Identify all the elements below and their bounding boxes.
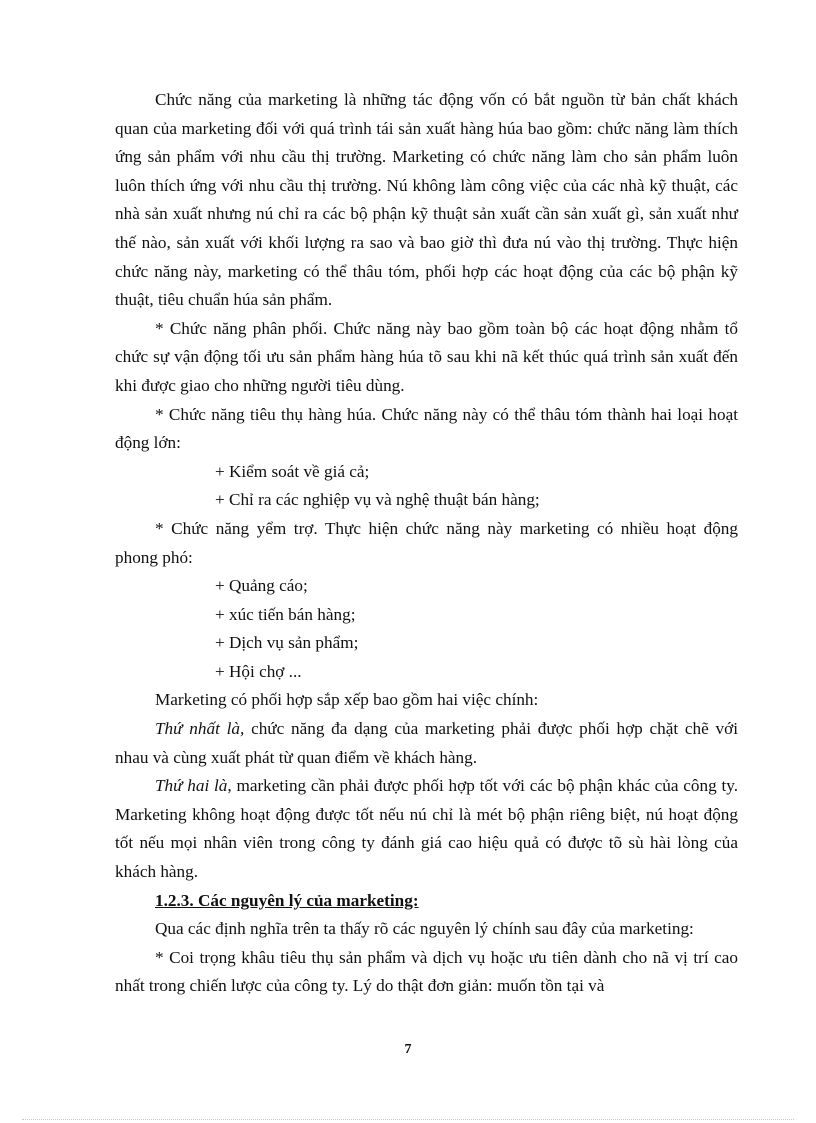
paragraph-sales-function: * Chức năng tiêu thụ hàng húa. Chức năng này có thể thâu tóm thành hai loại hoạt động lớn: xyxy=(115,404,738,453)
list-item: + Hội chợ ... xyxy=(215,661,302,681)
lead-phrase: Thứ hai là xyxy=(155,776,228,796)
paragraph-second-point xyxy=(115,772,738,886)
paragraph-consumption-priority: * Coi trọng khâu tiêu thụ sản phẩm và dịch vụ hoặc ưu tiên dành cho nã vị trí cao nhất trong chiến lược của công ty. Lý do thật đơn giản: muốn tồn tại và xyxy=(115,947,738,996)
list-item: + xúc tiến bán hàng; xyxy=(215,604,356,624)
paragraph-first-point xyxy=(115,715,738,772)
paragraph-coordination-intro: Marketing có phối hợp sắp xếp bao gồm hai việc chính: xyxy=(155,690,539,710)
paragraph-marketing-functions: Chức năng của marketing là những tác động vốn có bắt nguồn từ bản chất khách quan của marketing đối với quá trình tái sản xuất hàng húa bao gồm: chức năng làm thích ứng sản phẩm với nhu cầu thị trường. Marketing có chức năng làm cho sản phẩm luôn luôn thích ứng với nhu cầu thị trường. Nú không làm công việc của các nhà kỹ thuật, các nhà sản xuất nhưng nú chỉ ra các bộ phận kỹ thuật sản xuất cần sản xuất gì, sản xuất như thế nào, sản xuất với khối lượng ra sao và bao giờ thì đưa nú vào thị trường. Thực hiện chức năng này, marketing có thể thâu tóm, phối hợp các hoạt động của các bộ phận kỹ thuật, tiêu chuẩn húa sản phẩm. xyxy=(115,90,738,310)
list-item: + Quảng cáo; xyxy=(215,576,308,596)
page-number: 7 xyxy=(404,1042,412,1057)
paragraph-text: , marketing cần phải được phối hợp tốt với các bộ phận khác của công ty. Marketing không hoạt động được tốt nếu nú chỉ là mét bộ phận riêng biệt, nú hoạt động tốt nếu mọi nhân viên trong công ty đánh giá cao hiệu quả có được tõ sù hài lòng của khách hàng. xyxy=(115,776,738,882)
section-heading: 1.2.3. Các nguyên lý của marketing: xyxy=(155,890,419,910)
paragraph-text: chức năng đa dạng của marketing phải được phối hợp chặt chẽ với nhau và cùng xuất phát từ quan điểm về khách hàng. xyxy=(115,719,739,767)
lead-phrase: Thứ nhất là, xyxy=(155,719,245,739)
paragraph-distribution-function: * Chức năng phân phối. Chức năng này bao gồm toàn bộ các hoạt động nhằm tổ chức sự vận động tối ưu sản phẩm hàng húa tõ sau khi nã kết thúc quá trình sản xuất đến khi được giao cho những người tiêu dùng. xyxy=(115,318,738,395)
list-item: + Chỉ ra các nghiệp vụ và nghệ thuật bán hàng; xyxy=(215,490,540,510)
page-bottom-divider xyxy=(22,1119,794,1120)
list-item: + Kiểm soát về giá cả; xyxy=(215,461,370,481)
paragraph-principles-intro: Qua các định nghĩa trên ta thấy rõ các nguyên lý chính sau đây của marketing: xyxy=(155,919,694,939)
body-text xyxy=(115,86,738,1001)
paragraph-support-function: * Chức năng yểm trợ. Thực hiện chức năng này marketing có nhiều hoạt động phong phó: xyxy=(115,518,738,567)
list-item: + Dịch vụ sản phẩm; xyxy=(215,633,359,653)
